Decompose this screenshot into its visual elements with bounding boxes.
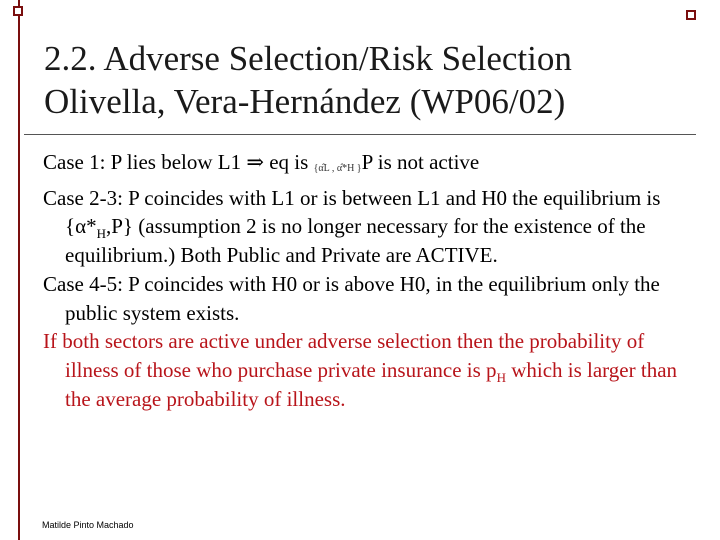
slide-title [44, 37, 572, 123]
title-line-1: 2.2. Adverse Selection/Risk Selection [44, 39, 572, 78]
title-divider [24, 134, 696, 135]
title-line-2: Olivella, Vera-Hernández (WP06/02) [44, 82, 566, 121]
slide-body [43, 148, 683, 413]
corner-square-top-right [686, 10, 696, 20]
case-1-mid: eq is [263, 150, 314, 174]
case-1-lead: Case 1: P lies below L1 [43, 150, 247, 174]
case-4-5-paragraph: Case 4-5: P coincides with H0 or is above H0, in the equilibrium only the public system exists. [43, 271, 660, 325]
case-1-paragraph [43, 148, 683, 184]
case-2-3-text: Case 2-3: P coincides with L1 or is between L1 and H0 the equilibrium is { [43, 185, 661, 239]
case-2-3-paragraph [43, 184, 683, 270]
conclusion-text-cont: which is larger than the average probability of illness. [65, 357, 678, 411]
star-symbol: * [86, 214, 97, 239]
case-1-tail: P is not active [361, 150, 480, 174]
alpha-symbol: α [75, 214, 87, 239]
footer-author: Matilde Pinto Machado [42, 520, 134, 530]
left-accent-line [18, 0, 20, 540]
conclusion-text: If both sectors are active under adverse selection then the probability of illness of those who purchase private insurance is p [43, 329, 645, 382]
subscript-h: H [96, 226, 106, 242]
corner-square-top-left [13, 6, 23, 16]
implies-arrow-icon: ⇒ [246, 150, 264, 174]
equilibrium-formula: {α̂L , α̂*H } [313, 163, 362, 174]
subscript-h-conclusion: H [496, 370, 506, 386]
case-2-3-text-cont: ,P} (assumption 2 is no longer necessary for the existence of the equilibrium.) Both Public and Private are ACTIVE. [65, 214, 646, 268]
conclusion-paragraph [43, 327, 683, 413]
